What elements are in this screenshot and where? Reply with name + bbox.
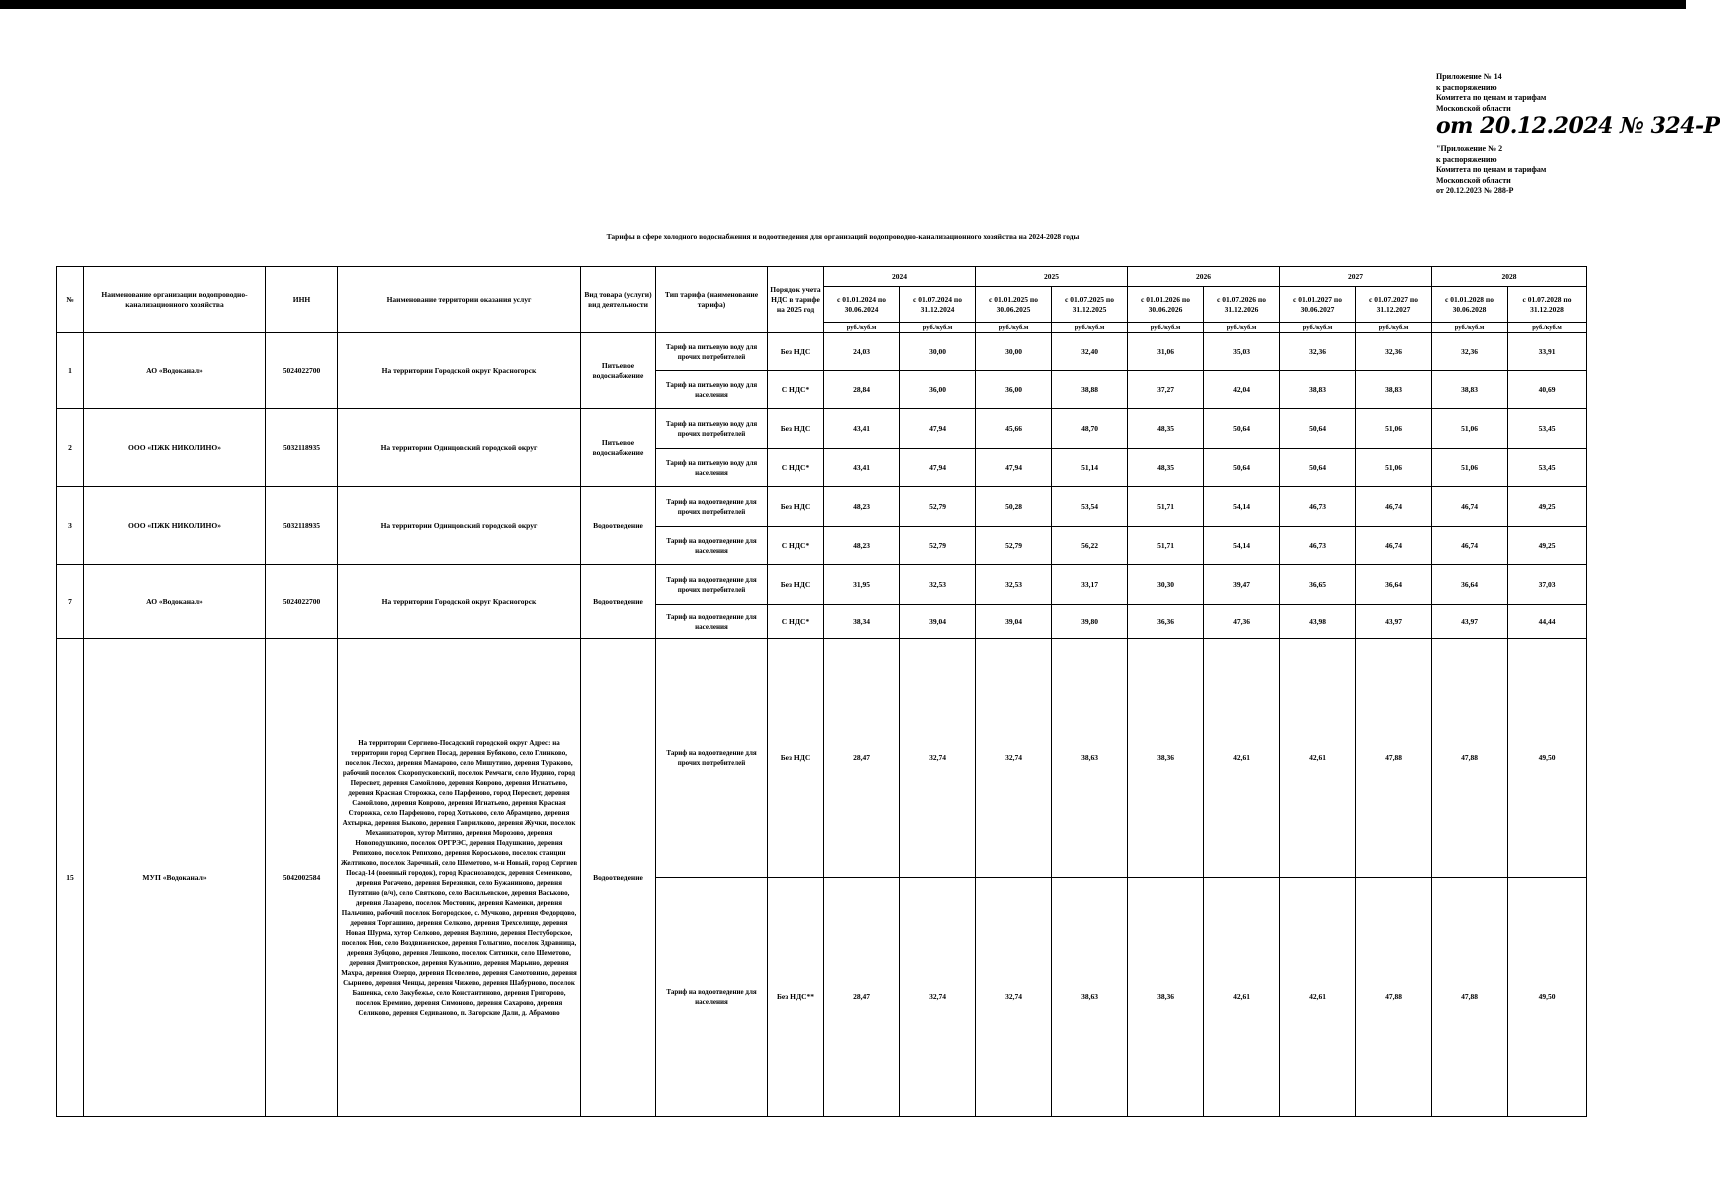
tariff-value: 47,88 — [1356, 878, 1432, 1117]
row-number: 7 — [57, 565, 84, 639]
appendix-line: к распоряжению — [1436, 82, 1497, 92]
table-row — [57, 409, 1587, 449]
tariff-type: Тариф на водоотведение для населения — [656, 527, 768, 565]
organization-name: ООО «ПЖК НИКОЛИНО» — [84, 487, 266, 565]
header-unit: руб./куб.м — [1356, 323, 1432, 333]
header-unit: руб./куб.м — [976, 323, 1052, 333]
tariff-value: 48,35 — [1128, 449, 1204, 487]
tariff-value: 32,36 — [1432, 333, 1508, 371]
tariff-value: 38,34 — [824, 605, 900, 639]
header-year: 2025 — [976, 267, 1128, 287]
tariff-value: 51,71 — [1128, 527, 1204, 565]
tariff-value: 46,74 — [1432, 487, 1508, 527]
tariff-table-body — [57, 333, 1587, 1117]
vat-mode: С НДС* — [768, 605, 824, 639]
tariff-value: 38,36 — [1128, 878, 1204, 1117]
tariff-value: 52,79 — [900, 527, 976, 565]
tariff-value: 28,47 — [824, 878, 900, 1117]
tariff-value: 36,36 — [1128, 605, 1204, 639]
header-year: 2024 — [824, 267, 976, 287]
header-unit: руб./куб.м — [1432, 323, 1508, 333]
tariff-value: 44,44 — [1508, 605, 1587, 639]
tariff-type: Тариф на водоотведение для прочих потребителей — [656, 565, 768, 605]
tariff-value: 42,04 — [1204, 371, 1280, 409]
header-period: с 01.07.2027 по 31.12.2027 — [1356, 287, 1432, 323]
header-year: 2026 — [1128, 267, 1280, 287]
tariff-value: 51,06 — [1432, 409, 1508, 449]
tariff-value: 28,47 — [824, 639, 900, 878]
tariff-value: 32,74 — [976, 878, 1052, 1117]
handwritten-date-number: от 20.12.2024 № 324-Р — [1436, 113, 1720, 139]
vat-mode: С НДС* — [768, 527, 824, 565]
inn-value: 5032118935 — [266, 487, 338, 565]
row-number: 1 — [57, 333, 84, 409]
territory-name: На территории Городской округ Красногорск — [338, 565, 581, 639]
header-period: с 01.01.2027 по 30.06.2027 — [1280, 287, 1356, 323]
tariff-type: Тариф на питьевую воду для населения — [656, 371, 768, 409]
vat-mode: Без НДС** — [768, 878, 824, 1117]
tariff-value: 42,61 — [1280, 878, 1356, 1117]
vat-mode: С НДС* — [768, 371, 824, 409]
header-unit: руб./куб.м — [1280, 323, 1356, 333]
document-title: Тарифы в сфере холодного водоснабжения и водоотведения для организаций водопроводно-канализационного хозяйства на 2024-2028 годы — [606, 232, 1080, 241]
tariff-value: 30,00 — [900, 333, 976, 371]
tariff-value: 32,74 — [900, 878, 976, 1117]
header-unit: руб./куб.м — [824, 323, 900, 333]
vat-mode: Без НДС — [768, 487, 824, 527]
vat-mode: Без НДС — [768, 639, 824, 878]
tariff-value: 32,74 — [976, 639, 1052, 878]
territory-name: На территории Городской округ Красногорск — [338, 333, 581, 409]
tariff-value: 31,95 — [824, 565, 900, 605]
appendix-line: Комитета по ценам и тарифам — [1436, 165, 1547, 174]
tariff-type: Тариф на водоотведение для населения — [656, 878, 768, 1117]
header-period: с 01.07.2025 по 31.12.2025 — [1052, 287, 1128, 323]
table-row — [57, 565, 1587, 605]
tariff-value: 51,06 — [1356, 409, 1432, 449]
tariff-table — [56, 266, 1587, 1117]
header-period: с 01.07.2026 по 31.12.2026 — [1204, 287, 1280, 323]
header-period: с 01.01.2028 по 30.06.2028 — [1432, 287, 1508, 323]
row-number: 15 — [57, 639, 84, 1117]
tariff-value: 36,00 — [900, 371, 976, 409]
tariff-value: 35,03 — [1204, 333, 1280, 371]
header-tariff-type: Тип тарифа (наименование тарифа) — [656, 267, 768, 333]
row-number: 3 — [57, 487, 84, 565]
tariff-type: Тариф на водоотведение для прочих потребителей — [656, 487, 768, 527]
tariff-value: 49,50 — [1508, 878, 1587, 1117]
tariff-value: 42,61 — [1204, 878, 1280, 1117]
tariff-value: 46,74 — [1432, 527, 1508, 565]
tariff-value: 24,03 — [824, 333, 900, 371]
inn-value: 5032118935 — [266, 409, 338, 487]
tariff-value: 36,00 — [976, 371, 1052, 409]
tariff-type: Тариф на питьевую воду для прочих потребителей — [656, 409, 768, 449]
tariff-value: 48,23 — [824, 527, 900, 565]
table-row — [57, 333, 1587, 371]
appendix-line: Комитета по ценам и тарифам — [1436, 93, 1547, 102]
tariff-value: 38,88 — [1052, 371, 1128, 409]
tariff-value: 45,66 — [976, 409, 1052, 449]
tariff-value: 48,70 — [1052, 409, 1128, 449]
tariff-value: 52,79 — [900, 487, 976, 527]
tariff-value: 37,27 — [1128, 371, 1204, 409]
appendix-line: "Приложение № 2 — [1436, 144, 1503, 153]
tariff-value: 40,69 — [1508, 371, 1587, 409]
tariff-value: 30,00 — [976, 333, 1052, 371]
header-service: Вид товара (услуги) вид деятельности — [581, 267, 656, 333]
tariff-value: 43,41 — [824, 449, 900, 487]
appendix-note — [1436, 72, 1720, 197]
tariff-value: 47,36 — [1204, 605, 1280, 639]
tariff-value: 32,53 — [900, 565, 976, 605]
tariff-value: 54,14 — [1204, 487, 1280, 527]
tariff-value: 46,74 — [1356, 527, 1432, 565]
tariff-value: 53,45 — [1508, 449, 1587, 487]
tariff-value: 51,06 — [1356, 449, 1432, 487]
tariff-value: 51,06 — [1432, 449, 1508, 487]
tariff-value: 30,30 — [1128, 565, 1204, 605]
vat-mode: Без НДС — [768, 409, 824, 449]
appendix-line: Приложение № 14 — [1436, 72, 1502, 81]
territory-name: На территории Одинцовский городской округ — [338, 409, 581, 487]
service-type: Питьевое водоснабжение — [581, 409, 656, 487]
tariff-value: 42,61 — [1280, 639, 1356, 878]
tariff-value: 38,63 — [1052, 878, 1128, 1117]
organization-name: ООО «ПЖК НИКОЛИНО» — [84, 409, 266, 487]
tariff-value: 39,47 — [1204, 565, 1280, 605]
tariff-value: 38,83 — [1432, 371, 1508, 409]
organization-name: АО «Водоканал» — [84, 333, 266, 409]
tariff-value: 49,50 — [1508, 639, 1587, 878]
appendix-line: к распоряжению — [1436, 154, 1497, 164]
tariff-value: 39,04 — [976, 605, 1052, 639]
inn-value: 5024022700 — [266, 565, 338, 639]
tariff-value: 38,83 — [1356, 371, 1432, 409]
tariff-value: 47,94 — [900, 409, 976, 449]
header-unit: руб./куб.м — [1508, 323, 1587, 333]
tariff-type: Тариф на водоотведение для прочих потребителей — [656, 639, 768, 878]
tariff-value: 31,06 — [1128, 333, 1204, 371]
tariff-value: 39,80 — [1052, 605, 1128, 639]
tariff-value: 48,23 — [824, 487, 900, 527]
header-period: с 01.01.2025 по 30.06.2025 — [976, 287, 1052, 323]
tariff-value: 38,36 — [1128, 639, 1204, 878]
tariff-value: 53,45 — [1508, 409, 1587, 449]
tariff-value: 49,25 — [1508, 527, 1587, 565]
header-num: № — [57, 267, 84, 333]
vat-mode: Без НДС — [768, 565, 824, 605]
table-row — [57, 487, 1587, 527]
tariff-value: 48,35 — [1128, 409, 1204, 449]
tariff-value: 51,71 — [1128, 487, 1204, 527]
header-period: с 01.07.2028 по 31.12.2028 — [1508, 287, 1587, 323]
tariff-value: 32,36 — [1280, 333, 1356, 371]
service-type: Питьевое водоснабжение — [581, 333, 656, 409]
tariff-value: 49,25 — [1508, 487, 1587, 527]
tariff-value: 46,73 — [1280, 487, 1356, 527]
tariff-value: 32,36 — [1356, 333, 1432, 371]
tariff-value: 46,73 — [1280, 527, 1356, 565]
tariff-value: 28,84 — [824, 371, 900, 409]
header-territory: Наименование территории оказания услуг — [338, 267, 581, 333]
tariff-value: 43,97 — [1432, 605, 1508, 639]
tariff-value: 50,64 — [1204, 449, 1280, 487]
header-period: с 01.01.2024 по 30.06.2024 — [824, 287, 900, 323]
tariff-value: 47,88 — [1356, 639, 1432, 878]
tariff-value: 32,53 — [976, 565, 1052, 605]
header-inn: ИНН — [266, 267, 338, 333]
organization-name: АО «Водоканал» — [84, 565, 266, 639]
tariff-value: 47,94 — [976, 449, 1052, 487]
tariff-value: 50,64 — [1280, 409, 1356, 449]
service-type: Водоотведение — [581, 487, 656, 565]
vat-mode: С НДС* — [768, 449, 824, 487]
inn-value: 5024022700 — [266, 333, 338, 409]
vat-mode: Без НДС — [768, 333, 824, 371]
tariff-type: Тариф на водоотведение для населения — [656, 605, 768, 639]
header-unit: руб./куб.м — [1052, 323, 1128, 333]
scan-top-edge — [0, 0, 1686, 9]
tariff-value: 43,98 — [1280, 605, 1356, 639]
tariff-value: 36,65 — [1280, 565, 1356, 605]
tariff-value: 53,54 — [1052, 487, 1128, 527]
tariff-value: 37,03 — [1508, 565, 1587, 605]
tariff-type: Тариф на питьевую воду для населения — [656, 449, 768, 487]
tariff-value: 50,64 — [1204, 409, 1280, 449]
header-vat: Порядок учета НДС в тарифе на 2025 год — [768, 267, 824, 333]
appendix-line: от 20.12.2023 № 288-Р — [1436, 186, 1514, 195]
header-unit: руб./куб.м — [1204, 323, 1280, 333]
tariff-value: 52,79 — [976, 527, 1052, 565]
header-unit: руб./куб.м — [900, 323, 976, 333]
service-type: Водоотведение — [581, 565, 656, 639]
header-unit: руб./куб.м — [1128, 323, 1204, 333]
territory-name: На территории Одинцовский городской округ — [338, 487, 581, 565]
territory-name: На территории Сергиево-Посадский городской округ Адрес: на территории город Сергиев Посад, деревня Бубяково, село Глинково, поселок Лесхоз, деревня Мамарово, село Мишутино, деревня Тураково, рабочий поселок Скоропусковский, поселок Ремчаги, село Иудино, город Пересвет, деревня Самойлово, деревня Коврово, деревня Игнатьево, деревня Красная Сторожка, село Парфеново, город Пересвет, деревня Самойлово, деревня Коврово, деревня Игнатьево, деревня Красная Сторожка, село Парфеново, город Хотьково, село Абрамцево, деревня Ахтырка, деревня Быково, деревня Гаврилково, деревня Жучки, поселок Механизаторов, хутор Митино, деревня Морозово, деревня Новоподушкино, поселок ОРГРЭС, деревня Подушкино, деревня Репихово, поселок Репихово, деревня Короськово, поселок станции Желтиково, поселок Заречный, село Шеметово, м-н Новый, город Сергиев Посад-14 (военный городок), город Краснозаводск, деревня Семенково, деревня Рогачево, деревня Березняки, село Бужаниново, деревня Путятино (в/ч), село Святково, село Васильевское, деревня Васьково, деревня Лазарево, поселок Мостовик, деревня Каменки, деревня Пальчино, рабочий поселок Богородское, с. Мучково, деревня Федорцово, деревня Торгашино, деревня Селково, деревня Трехселище, деревня Новая Шурма, хутор Селково, деревня Ваулино, деревня Пестуборское, поселок Нов, село Воздвиженское, деревня Голыгино, поселок Здравница, деревня Зубцово, деревня Лешково, поселок Ситники, село Шеметово, деревня Дмитровское, деревня Кузьмино, деревня Марьино, деревня Махра, деревня Озерцо, деревня Псевелево, деревня Самотовино, деревня Сырнево, деревня Ченцы, деревня Чижево, деревня Шабурново, поселок Башенка, село Закубежье, село Константиново, деревня Григорово, поселок Еремино, деревня Симоново, деревня Сахарово, деревня Селиково, деревня Седиваново, п. Загорские Дали, д. Абрамово — [338, 639, 581, 1117]
tariff-value: 32,40 — [1052, 333, 1128, 371]
tariff-value: 33,17 — [1052, 565, 1128, 605]
header-period: с 01.01.2026 по 30.06.2026 — [1128, 287, 1204, 323]
tariff-type: Тариф на питьевую воду для прочих потребителей — [656, 333, 768, 371]
tariff-value: 39,04 — [900, 605, 976, 639]
tariff-value: 43,97 — [1356, 605, 1432, 639]
tariff-value: 36,64 — [1356, 565, 1432, 605]
table-row — [57, 639, 1587, 878]
inn-value: 5042002584 — [266, 639, 338, 1117]
header-org: Наименование организации водопроводно-канализационного хозяйства — [84, 267, 266, 333]
row-number: 2 — [57, 409, 84, 487]
tariff-value: 47,94 — [900, 449, 976, 487]
tariff-value: 36,64 — [1432, 565, 1508, 605]
tariff-value: 32,74 — [900, 639, 976, 878]
organization-name: МУП «Водоканал» — [84, 639, 266, 1117]
appendix-line: Московской области — [1436, 103, 1511, 113]
tariff-value: 46,74 — [1356, 487, 1432, 527]
appendix-line: Московской области — [1436, 175, 1511, 185]
tariff-value: 33,91 — [1508, 333, 1587, 371]
tariff-value: 47,88 — [1432, 878, 1508, 1117]
tariff-value: 38,83 — [1280, 371, 1356, 409]
tariff-value: 38,63 — [1052, 639, 1128, 878]
service-type: Водоотведение — [581, 639, 656, 1117]
tariff-value: 50,28 — [976, 487, 1052, 527]
header-year: 2028 — [1432, 267, 1587, 287]
tariff-value: 51,14 — [1052, 449, 1128, 487]
header-year: 2027 — [1280, 267, 1432, 287]
tariff-value: 56,22 — [1052, 527, 1128, 565]
tariff-value: 47,88 — [1432, 639, 1508, 878]
tariff-value: 42,61 — [1204, 639, 1280, 878]
tariff-value: 50,64 — [1280, 449, 1356, 487]
header-period: с 01.07.2024 по 31.12.2024 — [900, 287, 976, 323]
tariff-value: 43,41 — [824, 409, 900, 449]
tariff-value: 54,14 — [1204, 527, 1280, 565]
